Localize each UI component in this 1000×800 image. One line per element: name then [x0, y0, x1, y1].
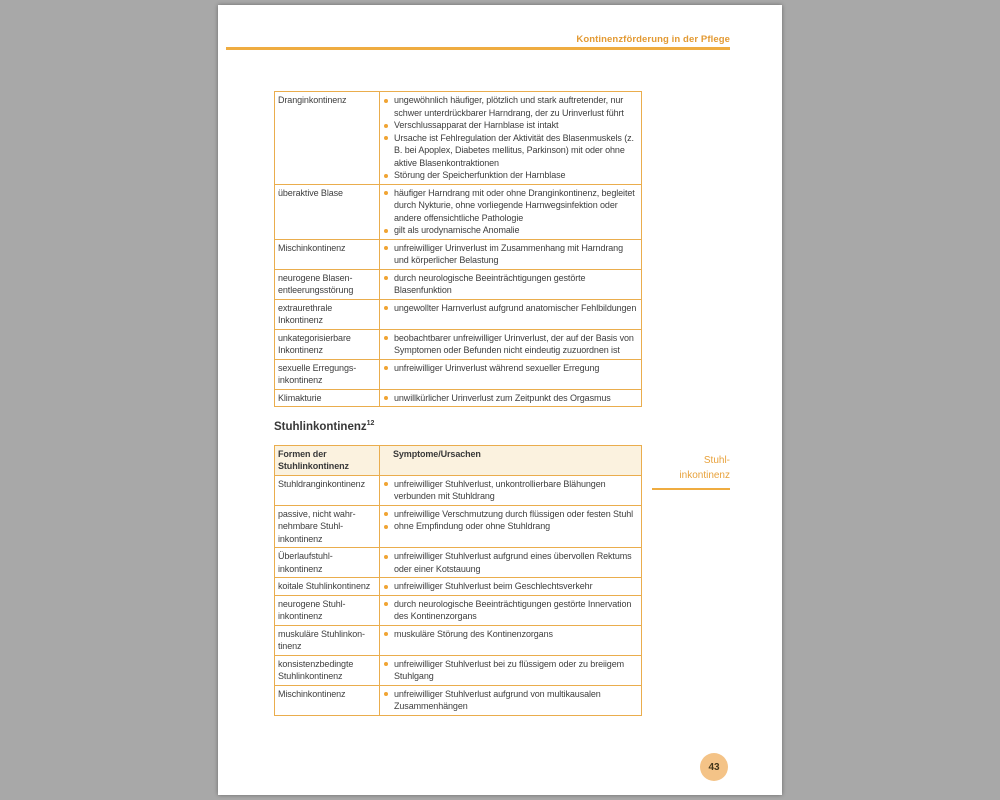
bullet-text: Störung der Speicherfunktion der Harnblase — [394, 170, 566, 180]
bullet-item — [383, 272, 637, 297]
term-cell: neurogene Blasen-entleerungsstörung — [275, 269, 380, 299]
bullet-icon — [384, 336, 388, 340]
bullet-icon — [384, 525, 388, 529]
stool-table-body — [275, 475, 642, 715]
description-cell — [380, 578, 642, 596]
term-cell: passive, nicht wahr-nehmbare Stuhl-inkontinenz — [275, 505, 380, 548]
bullet-text: unfreiwilliger Stuhlverlust, unkontrollierbare Blähungen verbunden mit Stuhldrang — [394, 478, 606, 502]
bullet-item — [383, 119, 637, 132]
bullet-icon — [384, 306, 388, 310]
bullet-text: unfreiwilliger Stuhlverlust aufgrund von multikausalen Zusammenhängen — [394, 688, 601, 712]
bullet-item — [383, 550, 637, 575]
description-cell — [380, 269, 642, 299]
term-cell: extraurethrale Inkontinenz — [275, 299, 380, 329]
term-cell: Mischinkontinenz — [275, 685, 380, 715]
table-row — [275, 92, 642, 185]
bullet-item — [383, 478, 637, 503]
bullet-icon — [384, 276, 388, 280]
bullet-item — [383, 520, 637, 533]
bullet-item — [383, 580, 637, 593]
bullet-text: ohne Empfindung oder ohne Stuhldrang — [394, 521, 551, 532]
bullet-icon — [384, 692, 388, 696]
description-cell — [380, 548, 642, 578]
bullet-text: unfreiwilliger Stuhlverlust aufgrund eines übervollen Rektums oder einer Kotstauung — [394, 551, 632, 574]
bullet-text: unfreiwilliger Urinverlust während sexueller Erregung — [394, 362, 600, 373]
description-cell — [380, 685, 642, 715]
bullet-item — [383, 302, 637, 315]
term-cell: Überlaufstuhl-inkontinenz — [275, 548, 380, 578]
section-heading-text: Stuhlinkontinenz — [274, 420, 367, 433]
bullet-item — [383, 362, 637, 375]
bullet-icon — [384, 99, 388, 103]
urinary-incontinence-table — [274, 91, 642, 407]
bullet-text: muskuläre Störung des Kontinenzorgans — [394, 628, 553, 639]
description-cell — [380, 505, 642, 548]
term-cell: Dranginkontinenz — [275, 92, 380, 185]
description-cell — [380, 92, 642, 185]
bullet-icon — [384, 662, 388, 666]
description-cell — [380, 239, 642, 269]
bullet-item — [383, 392, 637, 405]
bullet-text: durch neurologische Beeinträchtigungen gestörte Blasenfunktion — [394, 272, 586, 295]
bullet-item — [383, 94, 637, 119]
bullet-icon — [384, 191, 388, 195]
table-row — [275, 548, 642, 578]
term-cell: Klimakturie — [275, 389, 380, 407]
bullet-icon — [384, 585, 388, 589]
table-row — [275, 625, 642, 655]
bullet-item — [383, 132, 637, 170]
header-cell-forms: Formen der Stuhlinkontinenz — [275, 445, 380, 475]
document-page — [218, 5, 782, 795]
bullet-item — [383, 508, 637, 521]
table-row — [275, 269, 642, 299]
table-row — [275, 505, 642, 548]
description-cell — [380, 329, 642, 359]
bullet-text: ungewöhnlich häufiger, plötzlich und stark auftretender, nur schwer unterdrückbarer Harndrang, der zu Urinverlust führt — [394, 95, 624, 118]
table-row — [275, 578, 642, 596]
bullet-text: beobachtbarer unfreiwilliger Urinverlust, der auf der Basis von Symptomen oder Befunden nicht eindeutig zuzuordnen ist — [394, 332, 634, 355]
table-row — [275, 329, 642, 359]
table-row — [275, 239, 642, 269]
bullet-icon — [384, 246, 388, 250]
bullet-item — [383, 658, 637, 683]
bullet-icon — [384, 632, 388, 636]
bullet-icon — [384, 174, 388, 178]
table-row — [275, 389, 642, 407]
term-cell: konsistenzbedingte Stuhlinkontinenz — [275, 655, 380, 685]
bullet-icon — [384, 512, 388, 516]
description-cell — [380, 299, 642, 329]
table-header-row — [275, 445, 642, 475]
term-cell: neurogene Stuhl-inkontinenz — [275, 595, 380, 625]
footnote-reference-icon: 12 — [366, 420, 375, 427]
bullet-icon — [384, 602, 388, 606]
bullet-text: unfreiwilliger Urinverlust im Zusammenhang mit Harndrang und körperlicher Belastung — [394, 242, 623, 265]
margin-note-line1: Stuhl- — [703, 455, 730, 466]
header-rule — [226, 47, 730, 50]
bullet-icon — [384, 136, 388, 140]
margin-note-line2: inkontinenz — [679, 469, 730, 481]
description-cell — [380, 595, 642, 625]
description-cell — [380, 184, 642, 239]
bullet-text: häufiger Harndrang mit oder ohne Dranginkontinenz, begleitet durch Nykturie, ohne vorliegende Harnwegsinfektion oder andere offensichtliche Pathologie — [394, 187, 635, 223]
bullet-text: unfreiwilliger Stuhlverlust bei zu flüssigem oder zu breiigem Stuhlgang — [394, 658, 625, 682]
bullet-icon — [384, 482, 388, 486]
page-number-badge — [700, 753, 728, 781]
bullet-text: ungewollter Harnverlust aufgrund anatomischer Fehlbildungen — [394, 302, 637, 313]
table-row — [275, 655, 642, 685]
bullet-item — [383, 332, 637, 357]
description-cell — [380, 389, 642, 407]
table-row — [275, 475, 642, 505]
bullet-item — [383, 169, 637, 182]
term-cell: Mischinkontinenz — [275, 239, 380, 269]
bullet-text: gilt als urodynamische Anomalie — [394, 225, 520, 235]
bullet-text: Ursache ist Fehlregulation der Aktivität des Blasenmuskels (z. B. bei Apoplex, Diabetes mellitus, Parkinson) mit oder ohne aktive Blasenkontraktionen — [394, 132, 634, 168]
term-cell: Stuhldranginkontinenz — [275, 475, 380, 505]
description-cell — [380, 625, 642, 655]
urinary-table-body — [275, 92, 642, 407]
page-number: 43 — [708, 761, 720, 773]
table-row — [275, 184, 642, 239]
bullet-icon — [384, 396, 388, 400]
term-cell: überaktive Blase — [275, 184, 380, 239]
bullet-item — [383, 598, 637, 623]
bullet-text: Verschlussapparat der Harnblase ist intakt — [394, 120, 559, 130]
description-cell — [380, 359, 642, 389]
running-head: Kontinenzförderung in der Pflege — [576, 34, 730, 45]
bullet-icon — [384, 229, 388, 233]
term-cell: unkategorisierbare Inkontinenz — [275, 329, 380, 359]
header-cell-symptoms: Symptome/Ursachen — [380, 445, 642, 475]
bullet-item — [383, 242, 637, 267]
margin-note — [600, 454, 730, 490]
bullet-icon — [384, 124, 388, 128]
bullet-text: unwillkürlicher Urinverlust zum Zeitpunkt des Orgasmus — [394, 392, 611, 403]
table-row — [275, 685, 642, 715]
stool-incontinence-table — [274, 445, 642, 716]
bullet-item — [383, 628, 637, 641]
table-row — [275, 595, 642, 625]
bullet-icon — [384, 366, 388, 370]
bullet-item — [383, 187, 637, 225]
term-cell: sexuelle Erregungs-inkontinenz — [275, 359, 380, 389]
margin-note-rule — [652, 488, 730, 490]
page-content — [274, 91, 642, 716]
term-cell: muskuläre Stuhlinkon-tinenz — [275, 625, 380, 655]
bullet-item — [383, 224, 637, 237]
bullet-text: unfreiwilliger Stuhlverlust beim Geschlechtsverkehr — [394, 581, 593, 592]
bullet-text: unfreiwillige Verschmutzung durch flüssigen oder festen Stuhl — [394, 508, 634, 519]
table-row — [275, 299, 642, 329]
description-cell — [380, 655, 642, 685]
bullet-icon — [384, 555, 388, 559]
bullet-text: durch neurologische Beeinträchtigungen gestörte Innervation des Kontinenzorgans — [394, 598, 632, 622]
term-cell: koitale Stuhlinkontinenz — [275, 578, 380, 596]
table-row — [275, 359, 642, 389]
bullet-item — [383, 688, 637, 713]
section-heading — [274, 420, 642, 433]
